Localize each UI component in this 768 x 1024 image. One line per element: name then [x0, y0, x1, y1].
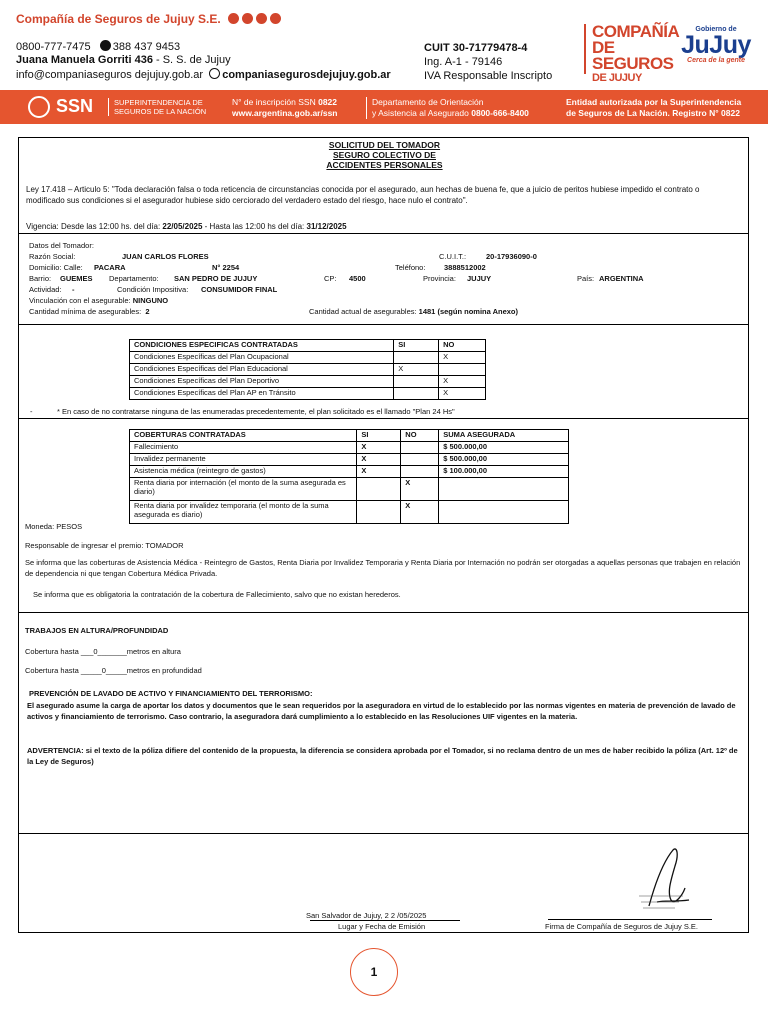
instagram-icon[interactable]	[242, 13, 253, 24]
vinculacion-value: NINGUNO	[132, 296, 169, 305]
domicilio-label: Domicilio: Calle:	[29, 263, 83, 272]
telefono-label: Teléfono:	[395, 263, 426, 272]
cond-cell: X	[439, 376, 486, 388]
phone-icon[interactable]	[270, 13, 281, 24]
provincia-value: JUJUY	[467, 274, 492, 283]
lugar-fecha-label: Lugar y Fecha de Emisión	[338, 922, 426, 931]
barrio-label: Barrio:	[29, 274, 52, 283]
cob-cell	[357, 478, 401, 501]
social-icons	[228, 13, 281, 24]
dep-line1: Departamento de Orientación	[372, 97, 484, 107]
logo-line2: DE SEGUROS	[592, 38, 674, 73]
cob-cell: Invalidez permanente	[130, 454, 357, 466]
ssn-word: SSN	[56, 96, 94, 116]
phone-number[interactable]: 0800-777-7475	[16, 41, 91, 53]
vinculacion	[29, 296, 168, 305]
act-aseg-label: Cantidad actual de asegurables:	[309, 307, 417, 316]
ssn-inscripcion	[232, 97, 337, 119]
vinculacion-label: Vinculación con el asegurable:	[29, 296, 131, 305]
ssn-band	[0, 90, 768, 124]
ssn-url[interactable]: www.argentina.gob.ar/ssn	[232, 108, 338, 118]
cond-cell: Condiciones Específicas del Plan Deportivo	[130, 376, 394, 388]
pais-label: País:	[577, 274, 595, 283]
cond-cell	[394, 388, 439, 400]
cuit-label: C.U.I.T.:	[439, 252, 467, 261]
cond-cell: Condiciones Específicas del Plan Ocupacional	[130, 352, 394, 364]
cob-header-no: NO	[401, 430, 439, 442]
numero-value: N° 2254	[212, 263, 240, 272]
cob-cell	[439, 501, 569, 524]
email-icon[interactable]	[228, 13, 239, 24]
doc-title-2: SEGURO COLECTIVO DE	[333, 150, 436, 160]
ins-label: N° de inscripción SSN	[232, 97, 316, 107]
cp-value: 4500	[349, 274, 366, 283]
cob-cell: Renta diaria por invalidez temporaria (el monto de la suma asegurada es diario)	[130, 501, 357, 524]
section-solicitud	[18, 137, 749, 234]
coberturas-table	[129, 429, 569, 524]
gobierno-jujuy-logo	[676, 26, 756, 64]
cob-cell: X	[357, 466, 401, 478]
section-trabajos	[18, 612, 749, 834]
condiciones-table	[129, 339, 486, 400]
phone-line	[16, 40, 180, 53]
cob-cell	[439, 478, 569, 501]
email-link[interactable]: info@companiaseguros dejujuy.gob.ar	[16, 69, 204, 81]
depto-label: Departamento:	[109, 274, 159, 283]
ins-num: 0822	[318, 97, 338, 107]
iva: IVA Responsable Inscripto	[424, 70, 553, 82]
ssn-sub2: SEGUROS DE LA NACIÓN	[114, 107, 207, 116]
dep-line2: y Asistencia al Asegurado	[372, 108, 469, 118]
gob-tag: Cerca de la gente	[687, 57, 745, 64]
table-row	[130, 442, 569, 454]
depto-value: SAN PEDRO DE JUJUY	[174, 274, 258, 283]
cob-cell	[401, 442, 439, 454]
lugar-fecha: San Salvador de Jujuy, 2 2 /05/2025	[306, 911, 427, 920]
company-name: Compañía de Seguros de Jujuy S.E.	[16, 12, 221, 26]
vig-to: 31/12/2025	[306, 222, 347, 231]
doc-title-1: SOLICITUD DEL TOMADOR	[328, 140, 441, 150]
gob-name: JuJuy	[681, 31, 751, 59]
cob-cell: $ 500.000,00	[439, 442, 569, 454]
min-label: Cantidad mínima de asegurables:	[29, 307, 142, 316]
actividad-label: Actividad:	[29, 285, 62, 294]
ssn-subtitle	[108, 98, 206, 116]
advertencia-text: ADVERTENCIA: si el texto de la póliza difiere del contenido de la propuesta, la diferencia se considera aprobada por el Tomador, si no reclama dentro de un mes de haber recibido la póliza (Art. 12º de la Ley de Seguros)	[27, 746, 738, 766]
cond-header-name: CONDICIONES ESPECIFICAS CONTRATADAS	[130, 340, 394, 352]
cond-cell: X	[439, 388, 486, 400]
departamento	[366, 97, 529, 119]
ssn-sub1: SUPERINTENDENCIA DE	[114, 98, 203, 107]
address-city: - S. S. de Jujuy	[152, 54, 231, 66]
gob-label: Gobierno de	[695, 26, 737, 33]
table-row	[130, 364, 486, 376]
ent-line2: de Seguros de La Nación. Registro N° 0822	[566, 108, 740, 118]
cob-header-name: COBERTURAS CONTRATADAS	[130, 430, 357, 442]
address-line	[16, 54, 231, 66]
ent-line1: Entidad autorizada por la Superintendencia	[566, 97, 742, 107]
table-row	[130, 454, 569, 466]
calle-value: PACARA	[94, 263, 126, 272]
pais-value: ARGENTINA	[599, 274, 644, 283]
ing-brutos: Ing. A-1 - 79146	[424, 56, 503, 68]
cond-cell: X	[439, 352, 486, 364]
tomador-heading: Datos del Tomador:	[29, 241, 94, 250]
entidad-autorizada	[566, 97, 741, 119]
act-aseg-value: 1481 (según nomina Anexo)	[418, 307, 518, 316]
cp-label: CP:	[324, 274, 337, 283]
section-condiciones	[18, 324, 749, 419]
ssn-logo-icon	[28, 96, 50, 118]
table-row	[130, 388, 486, 400]
razon-label: Razón Social:	[29, 252, 76, 261]
plan-24hs-note: * En caso de no contratarse ninguna de las enumeradas precedentemente, el plan solicitado es el llamado "Plan 24 Hs"	[57, 407, 455, 416]
company-logo	[592, 22, 680, 84]
cob-cell: $ 100.000,00	[439, 466, 569, 478]
cob-cell: Asistencia médica (reintegro de gastos)	[130, 466, 357, 478]
vig-label-a: Vigencia: Desde las 12:00 hs. del día:	[26, 222, 163, 231]
table-row	[130, 501, 569, 524]
responsable-premio: Responsable de ingresar el premio: TOMADOR	[25, 541, 184, 550]
cond-cell	[394, 376, 439, 388]
address-street: Juana Manuela Gorriti 436	[16, 54, 153, 66]
cob-header-si: SI	[357, 430, 401, 442]
cob-cell: X	[401, 501, 439, 524]
date-underline	[310, 920, 460, 921]
cantidad-minima	[29, 307, 150, 316]
firma-label: Firma de Compañía de Seguros de Jujuy S.E.	[545, 922, 698, 931]
info-asistencia: Se informa que las coberturas de Asistencia Médica - Reintegro de Gastos, Renta Diaria por Invalidez Temporaria y Renta Diaria por Internación no podrán ser otorgadas a aquellas personas que trabajen en relación de dependencia ni que tengan Cobertura Médica Privada.	[25, 558, 741, 578]
cob-cell: Renta diaria por internación (el monto de la suma asegurada es diario)	[130, 478, 357, 501]
cobertura-altura: Cobertura hasta ___0_______metros en altura	[25, 647, 181, 656]
cantidad-actual	[309, 307, 518, 316]
prevencion-text: El asegurado asume la carga de aportar los datos y documentos que le sean requeridos por la aseguradora en virtud de lo establecido por las normas vigentes en materia de prevención de lavado de activos y financiamiento de terrorismo. Caso contrario, la aseguradora dará cumplimiento a lo establecido en las Resoluciones UIF vigentes en la materia.	[27, 701, 736, 721]
cond-cell: Condiciones Específicas del Plan AP en Tránsito	[130, 388, 394, 400]
cond-header-si: SI	[394, 340, 439, 352]
table-row	[130, 352, 486, 364]
section-coberturas	[18, 418, 749, 613]
globe-icon	[209, 68, 220, 79]
actividad-value: -	[72, 285, 75, 294]
table-row	[130, 466, 569, 478]
section-tomador	[18, 233, 749, 325]
info-fallecimiento: Se informa que es obligatoria la contratación de la cobertura de Fallecimiento, salvo que no existan herederos.	[33, 590, 401, 599]
table-row	[130, 478, 569, 501]
signature-image	[619, 844, 699, 914]
cob-cell: X	[357, 442, 401, 454]
cob-cell	[401, 466, 439, 478]
provincia-label: Provincia:	[423, 274, 456, 283]
vigencia	[26, 222, 347, 231]
dep-phone[interactable]: 0800-666-8400	[471, 108, 529, 118]
razon-value: JUAN CARLOS FLORES	[122, 252, 209, 261]
cob-cell: Fallecimiento	[130, 442, 357, 454]
prevencion-title: PREVENCIÓN DE LAVADO DE ACTIVO Y FINANCIAMIENTO DEL TERRORISMO:	[29, 689, 313, 698]
ley-text: Ley 17.418 – Articulo 5: "Toda declaración falsa o toda reticencia de circunstancias conocida por el asegurado, aun hechas de buena fe, que a juicio de peritos hubiese impedido el contrato o modificado sus condiciones si el asegurador hubiese sido cerciorado del verdadero estado del riesgo, hace nulo el contrato".	[26, 185, 700, 205]
cob-cell: X	[401, 478, 439, 501]
cond-cell: X	[394, 364, 439, 376]
note-dash: -	[30, 407, 33, 416]
cob-cell: $ 500.000,00	[439, 454, 569, 466]
condicion-value: CONSUMIDOR FINAL	[201, 285, 278, 294]
cond-cell: Condiciones Específicas del Plan Educacional	[130, 364, 394, 376]
cond-cell	[439, 364, 486, 376]
logo-line1: COMPAÑÍA	[592, 22, 680, 41]
moneda: Moneda: PESOS	[25, 522, 83, 531]
min-value: 2	[145, 307, 150, 316]
vig-from: 22/05/2025	[162, 222, 203, 231]
logo-divider	[584, 24, 586, 74]
cond-header-no: NO	[439, 340, 486, 352]
condicion-label: Condición Impositiva:	[117, 285, 189, 294]
whatsapp-icon	[100, 40, 111, 51]
vig-label-b: - Hasta las 12:00 hs del día:	[202, 222, 307, 231]
logo-line3: DE JUJUY	[592, 72, 642, 84]
cond-cell	[394, 352, 439, 364]
page-number: 1	[350, 948, 398, 996]
cob-header-suma: SUMA ASEGURADA	[439, 430, 569, 442]
cobertura-profundidad: Cobertura hasta _____0_____metros en profundidad	[25, 666, 202, 675]
doc-title-3: ACCIDENTES PERSONALES	[326, 160, 443, 170]
cuit: CUIT 30-71779478-4	[424, 42, 528, 54]
facebook-icon[interactable]	[256, 13, 267, 24]
cuit-value: 20-17936090-0	[486, 252, 537, 261]
contact-line	[16, 68, 391, 81]
cob-cell	[401, 454, 439, 466]
telefono-value: 3888512002	[444, 263, 486, 272]
trabajos-heading: TRABAJOS EN ALTURA/PROFUNDIDAD	[25, 626, 169, 635]
table-row	[130, 376, 486, 388]
whatsapp-number[interactable]: 388 437 9453	[112, 41, 181, 53]
website-link[interactable]: companiasegurosdejujuy.gob.ar	[222, 69, 391, 81]
barrio-value: GUEMES	[60, 274, 93, 283]
cob-cell: X	[357, 454, 401, 466]
signature-line	[548, 919, 712, 920]
cob-cell	[357, 501, 401, 524]
